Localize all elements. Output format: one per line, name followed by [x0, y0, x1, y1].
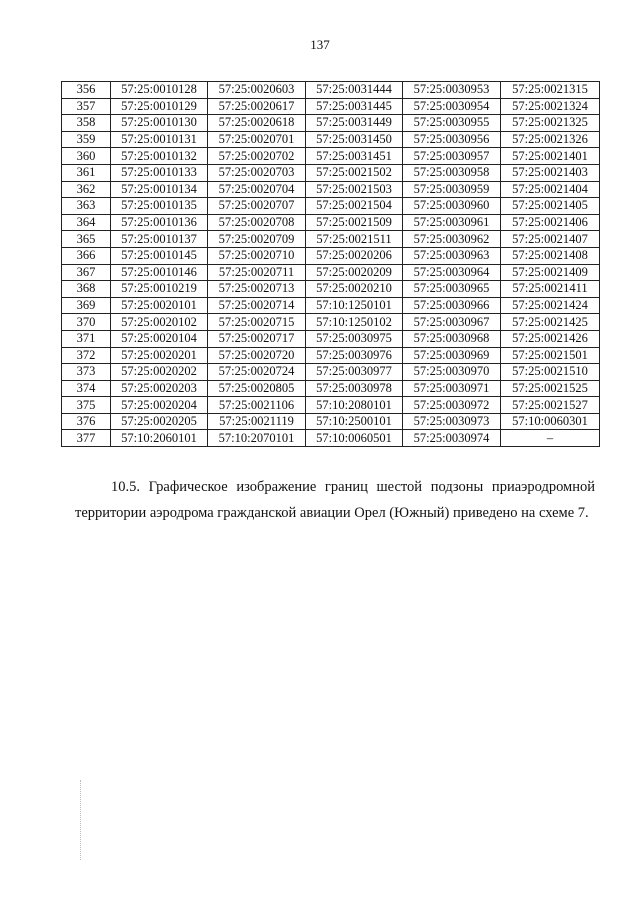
cadastral-number-cell: 57:25:0021511: [306, 231, 403, 248]
cadastral-number-cell: 57:25:0021325: [501, 115, 600, 132]
section-paragraph: [75, 474, 595, 526]
row-number-cell: 362: [62, 181, 111, 198]
row-number-cell: 363: [62, 198, 111, 215]
table-row: [62, 364, 600, 381]
cadastral-number-cell: 57:25:0021426: [501, 330, 600, 347]
cadastral-number-cell: 57:25:0030965: [403, 281, 501, 298]
row-number-cell: 376: [62, 413, 111, 430]
row-number-cell: 377: [62, 430, 111, 447]
cadastral-number-cell: 57:25:0030977: [306, 364, 403, 381]
cadastral-number-cell: 57:25:0021424: [501, 297, 600, 314]
cadastral-number-cell: 57:25:0010146: [111, 264, 208, 281]
row-number-cell: 360: [62, 148, 111, 165]
cadastral-number-cell: 57:25:0010132: [111, 148, 208, 165]
row-number-cell: 365: [62, 231, 111, 248]
cadastral-number-cell: 57:25:0021324: [501, 98, 600, 115]
cadastral-number-cell: 57:25:0031449: [306, 115, 403, 132]
row-number-cell: 357: [62, 98, 111, 115]
cadastral-number-cell: 57:25:0030967: [403, 314, 501, 331]
row-number-cell: 356: [62, 82, 111, 99]
cadastral-number-cell: 57:25:0021406: [501, 214, 600, 231]
cadastral-number-cell: 57:10:0060301: [501, 413, 600, 430]
cadastral-number-cell: 57:25:0020717: [208, 330, 306, 347]
cadastral-number-cell: 57:25:0021503: [306, 181, 403, 198]
table-row: [62, 164, 600, 181]
cadastral-number-cell: 57:25:0020209: [306, 264, 403, 281]
cadastral-number-cell: 57:25:0020703: [208, 164, 306, 181]
cadastral-number-cell: 57:25:0020701: [208, 131, 306, 148]
cadastral-number-cell: 57:25:0021407: [501, 231, 600, 248]
cadastral-number-cell: 57:25:0020104: [111, 330, 208, 347]
cadastral-number-cell: 57:25:0031451: [306, 148, 403, 165]
margin-mark: [80, 780, 82, 860]
cadastral-number-cell: 57:25:0021425: [501, 314, 600, 331]
row-number-cell: 370: [62, 314, 111, 331]
cadastral-number-cell: 57:25:0030953: [403, 82, 501, 99]
cadastral-number-cell: 57:25:0020713: [208, 281, 306, 298]
cadastral-number-cell: 57:25:0020714: [208, 297, 306, 314]
cadastral-number-cell: 57:25:0020709: [208, 231, 306, 248]
cadastral-number-cell: 57:25:0021401: [501, 148, 600, 165]
cadastral-number-cell: 57:25:0021408: [501, 247, 600, 264]
cadastral-number-cell: 57:25:0021403: [501, 164, 600, 181]
cadastral-number-cell: 57:25:0020210: [306, 281, 403, 298]
cadastral-number-cell: 57:25:0030971: [403, 380, 501, 397]
cadastral-number-cell: 57:25:0031445: [306, 98, 403, 115]
table-row: [62, 148, 600, 165]
cadastral-number-cell: 57:25:0021315: [501, 82, 600, 99]
table-row: [62, 330, 600, 347]
cadastral-number-cell: 57:25:0010134: [111, 181, 208, 198]
cadastral-number-cell: 57:25:0030956: [403, 131, 501, 148]
row-number-cell: 368: [62, 281, 111, 298]
cadastral-number-cell: 57:25:0030962: [403, 231, 501, 248]
cadastral-number-cell: 57:25:0021502: [306, 164, 403, 181]
cadastral-number-cell: 57:25:0010137: [111, 231, 208, 248]
table-row: [62, 98, 600, 115]
cadastral-number-cell: 57:25:0020202: [111, 364, 208, 381]
row-number-cell: 367: [62, 264, 111, 281]
cadastral-number-cell: 57:10:2500101: [306, 413, 403, 430]
cadastral-number-cell: 57:25:0030955: [403, 115, 501, 132]
cadastral-number-cell: 57:25:0021326: [501, 131, 600, 148]
cadastral-number-cell: 57:25:0030975: [306, 330, 403, 347]
cadastral-number-cell: 57:25:0030959: [403, 181, 501, 198]
cadastral-number-cell: 57:25:0020603: [208, 82, 306, 99]
cadastral-number-cell: 57:25:0030961: [403, 214, 501, 231]
cadastral-number-cell: 57:25:0030969: [403, 347, 501, 364]
cadastral-number-cell: 57:25:0030964: [403, 264, 501, 281]
cadastral-number-cell: –: [501, 430, 600, 447]
row-number-cell: 369: [62, 297, 111, 314]
cadastral-number-cell: 57:25:0030966: [403, 297, 501, 314]
cadastral-number-cell: 57:25:0021509: [306, 214, 403, 231]
table-row: [62, 115, 600, 132]
table-row: [62, 281, 600, 298]
cadastral-number-cell: 57:25:0020711: [208, 264, 306, 281]
cadastral-number-cell: 57:25:0020101: [111, 297, 208, 314]
cadastral-number-cell: 57:25:0030973: [403, 413, 501, 430]
cadastral-number-cell: 57:25:0020203: [111, 380, 208, 397]
cadastral-number-cell: 57:25:0010128: [111, 82, 208, 99]
cadastral-number-cell: 57:25:0020206: [306, 247, 403, 264]
row-number-cell: 364: [62, 214, 111, 231]
cadastral-number-cell: 57:25:0021504: [306, 198, 403, 215]
table-row: [62, 231, 600, 248]
row-number-cell: 361: [62, 164, 111, 181]
cadastral-number-cell: 57:25:0021405: [501, 198, 600, 215]
table-row: [62, 247, 600, 264]
cadastral-number-cell: 57:25:0030970: [403, 364, 501, 381]
cadastral-number-cell: 57:10:2060101: [111, 430, 208, 447]
cadastral-number-cell: 57:25:0010219: [111, 281, 208, 298]
table-row: [62, 181, 600, 198]
table-row: [62, 214, 600, 231]
cadastral-number-cell: 57:25:0030972: [403, 397, 501, 414]
table-row: [62, 413, 600, 430]
cadastral-number-cell: 57:25:0021411: [501, 281, 600, 298]
cadastral-number-cell: 57:25:0020715: [208, 314, 306, 331]
cadastral-number-cell: 57:25:0031450: [306, 131, 403, 148]
cadastral-number-cell: 57:25:0020617: [208, 98, 306, 115]
cadastral-table: [61, 81, 600, 447]
cadastral-number-cell: 57:25:0021527: [501, 397, 600, 414]
row-number-cell: 359: [62, 131, 111, 148]
table-row: [62, 82, 600, 99]
row-number-cell: 373: [62, 364, 111, 381]
cadastral-number-cell: 57:25:0010145: [111, 247, 208, 264]
page-number: 137: [310, 37, 330, 52]
cadastral-number-cell: 57:25:0021510: [501, 364, 600, 381]
table-row: [62, 430, 600, 447]
cadastral-number-cell: 57:10:0060501: [306, 430, 403, 447]
cadastral-number-cell: 57:25:0030960: [403, 198, 501, 215]
row-number-cell: 375: [62, 397, 111, 414]
cadastral-number-cell: 57:25:0010130: [111, 115, 208, 132]
table-row: [62, 347, 600, 364]
table-row: [62, 264, 600, 281]
cadastral-number-cell: 57:25:0021525: [501, 380, 600, 397]
cadastral-number-cell: 57:25:0031444: [306, 82, 403, 99]
cadastral-number-cell: 57:10:1250102: [306, 314, 403, 331]
cadastral-number-cell: 57:25:0020724: [208, 364, 306, 381]
row-number-cell: 372: [62, 347, 111, 364]
cadastral-number-cell: 57:25:0030974: [403, 430, 501, 447]
cadastral-number-cell: 57:25:0030957: [403, 148, 501, 165]
cadastral-number-cell: 57:25:0030963: [403, 247, 501, 264]
cadastral-number-cell: 57:25:0030968: [403, 330, 501, 347]
cadastral-number-cell: 57:25:0020708: [208, 214, 306, 231]
row-number-cell: 366: [62, 247, 111, 264]
table-row: [62, 314, 600, 331]
cadastral-number-cell: 57:25:0020707: [208, 198, 306, 215]
cadastral-number-cell: 57:25:0030978: [306, 380, 403, 397]
row-number-cell: 371: [62, 330, 111, 347]
row-number-cell: 358: [62, 115, 111, 132]
cadastral-number-cell: 57:25:0010136: [111, 214, 208, 231]
table-row: [62, 297, 600, 314]
cadastral-number-cell: 57:25:0020720: [208, 347, 306, 364]
cadastral-number-cell: 57:25:0021119: [208, 413, 306, 430]
cadastral-number-cell: 57:25:0020102: [111, 314, 208, 331]
cadastral-number-cell: 57:25:0021501: [501, 347, 600, 364]
cadastral-number-cell: 57:25:0010131: [111, 131, 208, 148]
cadastral-number-cell: 57:25:0021404: [501, 181, 600, 198]
cadastral-number-cell: 57:25:0030976: [306, 347, 403, 364]
cadastral-number-cell: 57:10:1250101: [306, 297, 403, 314]
cadastral-number-cell: 57:25:0030954: [403, 98, 501, 115]
table-row: [62, 397, 600, 414]
table-row: [62, 380, 600, 397]
cadastral-number-cell: 57:25:0010135: [111, 198, 208, 215]
cadastral-number-cell: 57:25:0020618: [208, 115, 306, 132]
cadastral-number-cell: 57:25:0020704: [208, 181, 306, 198]
cadastral-number-cell: 57:10:2070101: [208, 430, 306, 447]
cadastral-number-cell: 57:25:0020710: [208, 247, 306, 264]
cadastral-number-cell: 57:25:0020201: [111, 347, 208, 364]
cadastral-number-cell: 57:25:0010133: [111, 164, 208, 181]
cadastral-number-cell: 57:25:0010129: [111, 98, 208, 115]
cadastral-number-cell: 57:10:2080101: [306, 397, 403, 414]
cadastral-number-cell: 57:25:0020204: [111, 397, 208, 414]
table-row: [62, 131, 600, 148]
table-row: [62, 198, 600, 215]
cadastral-number-cell: 57:25:0020702: [208, 148, 306, 165]
cadastral-number-cell: 57:25:0030958: [403, 164, 501, 181]
cadastral-number-cell: 57:25:0021409: [501, 264, 600, 281]
cadastral-number-cell: 57:25:0021106: [208, 397, 306, 414]
row-number-cell: 374: [62, 380, 111, 397]
cadastral-number-cell: 57:25:0020805: [208, 380, 306, 397]
paragraph-text: 10.5. Графическое изображение границ шестой подзоны приаэродромной территории аэродрома гражданской авиации Орел (Южный) приведено на схеме 7.: [75, 479, 595, 521]
cadastral-number-cell: 57:25:0020205: [111, 413, 208, 430]
table-body: [62, 82, 600, 447]
